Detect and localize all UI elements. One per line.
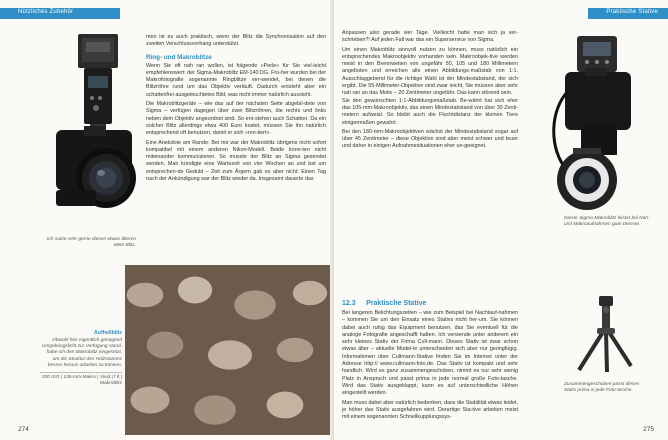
right-page <box>334 0 668 440</box>
paragraph: Wenn Sie oft nah ran wollen, ist folgende »Perle« für Sie viel-leicht empfehlenswert: der Sigma-Makroblitz EM-140 DG. Frü-her wurden bei der Makrofotografie sogenannte Ringblitze ver-wendet, bei denen die Blitzröhre rund um das Objektiv verläuft. Dadurch entsteht aber ein schattenfrei ausgeleuchtetes Bild, was nicht immer natürlich aussieht. <box>146 62 326 98</box>
tripod-caption: Zusammengeschoben passt dieses Stativ prima in jede Foto-tasche. <box>564 382 640 394</box>
paragraph: Bei langeren Belichtungszeiten – wie zum Beispiel bei Nachtauf-nahmen – kommen Sie um den Einsatz eines Stativs nicht her-um. Sie können dabei auch ruhig das Equipment benutzen, das Sie eventuell für die analoge Fotografie angeschafft hatten. Ich verwende unter anderem ein sehr kleines Stativ der Firma Cull-mann. Dieses Stativ ist zwar schon etwas älter – aktuelle Model-le unterscheiden sich aber nur geringfügig. Informationen über Cullmann-Stative finden Sie im Internet unter der Adresse http:// www.cullmann-foto.de. Das Stativ ist kompakt und sehr handlich. Wird es ganz zusammengeschoben, nimmt es nur sehr wenig Platz in Anspruch und passt prima in jede normal große Foto-tasche. Wird das Stativ ausgeklappt, kann es auf unterschiedliche Höhen eingestellt werden. <box>342 310 518 397</box>
right-text-column-top <box>342 30 518 151</box>
running-header-left: Nützliches Zubehör <box>18 9 74 15</box>
paragraph: Sie den gewünschten 1:1-Abbildungsmaßstab. Be-währt hat sich eher das 105-mm-Makroobjektiv, das einen Mindestabstand von über 30 Zenti-metern aufweist. So bleibt auch die Fluchtdistanz der kleinen Tiere einigermaßen gewahrt. <box>342 97 518 126</box>
paragraph: Um einen Makroblitz sinnvoll nutzen zu können, muss natürlich ein entsprechendes Makroobjektiv vorhanden sein. Makroobjek-tive werden meist in den Brennweiten von ungefähr 50, 105 und 180 Millimetern angeboten und erreichen alle einen Abbildungs-maßstab von 1:1. Ausschlaggebend für die richtige Wahl ist der Mindestabstand, der sich ergibt. Die 55-Millimeter-Objektive sind zwar leicht, Sie müssen aber sehr nah ran an das Motiv – 20 Zentimeter ungefähr. Das kann störend sein. <box>342 46 518 97</box>
section-heading-ring-macro: Ring- und Makroblitze <box>146 53 212 61</box>
paragraph: Eine Anekdote am Rande: Bei mir war der Makroblitz übrigens nicht sofort kompatibel mit einem anderen Nikon-Modell. Beide konn-ten nicht miteinander kommunizieren. So musste der Blitz an Sigma gesendet werden. Man kündigte eine Wartezeit von vier Wochen an und bat um entsprechen-de Geduld – Zeit zum Ärgern gab es aber nicht: Einen Tag nach der Ankündigung war der Blitz wieder da. Insgesamt dauerte das <box>146 139 326 183</box>
tripod-photo <box>569 292 639 377</box>
running-header-right: Praktische Stative <box>606 9 658 15</box>
section-heading-block <box>342 292 522 310</box>
right-text-column-bottom <box>342 310 518 421</box>
page-number-left: 274 <box>18 426 29 433</box>
intro-text: men ist es auch praktisch, wenn der Blitz die Synchronisation auf den zweiten Verschlussvorhang unterstützt. <box>146 34 326 48</box>
section-title: Praktische Stative <box>366 300 427 307</box>
camera-with-flash-photo <box>50 28 142 223</box>
paragraph: Bei den 180-mm-Makroobjektiven wächst der Mindestabstand sogar auf über 45 Zentimeter – diese Objektive sind aber meist schwer und teuer und daher in einigen Aufnahmesituationen eher un-geeignet. <box>342 128 518 150</box>
paragraph: Die Makroblitzgeräte – wie das auf der nächsten Seite abgebil-dete von Sigma – verfügen dagegen über zwei Blitzröhren, die rechts und links neben dem Objektiv angeordnet sind. So ent-stehen auch Schatten. Da ein solcher Blitz allerdings etwa 400 Euro kostet, müssen Sie ihn natürlich entsprechend oft benutzen, damit er sich »ren-tiert«. <box>146 101 326 137</box>
section-number: 12.3 <box>342 300 356 307</box>
paragraph: Man muss dabei aber natürlich bedenken, dass die Stabilität etwas leidet, je höher das Stativ ausgefahren wird. Derartige Sta-tive arbeiten meist mit einem sogenannten Schnellkupplungssys- <box>342 399 518 421</box>
tree-bark-macro-photo <box>125 265 330 435</box>
flash-caption: Dieser Sigma-Makroblitz leistet bei Nah- und Makroaufnahmen gute Dienste. <box>564 216 650 228</box>
sidebar-meta: 200 ISO | 105-mm-Makro | Vivid | f 8 | Makroblitz <box>40 372 122 387</box>
camera-caption: Ich nutze sehr gerne diesen etwas älteren Metz-Blitz. <box>46 237 136 249</box>
left-text-column <box>146 34 326 183</box>
sidebar-body: Obwohl hier eigentlich genügend Umgebungslicht zur Verfügung stand, habe ich den Makroblitz eingesetzt, um die Struktur des Holzstamms besser heraus-arbeiten zu können. <box>41 338 122 368</box>
paragraph: Anpassen also gerade vier Tage. Vielleicht hatte man sich ja ver-schrieben?! Auf jeden Fall war das ein Superservice von Sigma. <box>342 30 518 44</box>
sigma-macro-flash-photo <box>539 30 649 230</box>
sidebar-box <box>40 330 122 387</box>
page-number-right: 275 <box>643 426 654 433</box>
sidebar-title: Aufhellblitz <box>94 330 122 336</box>
